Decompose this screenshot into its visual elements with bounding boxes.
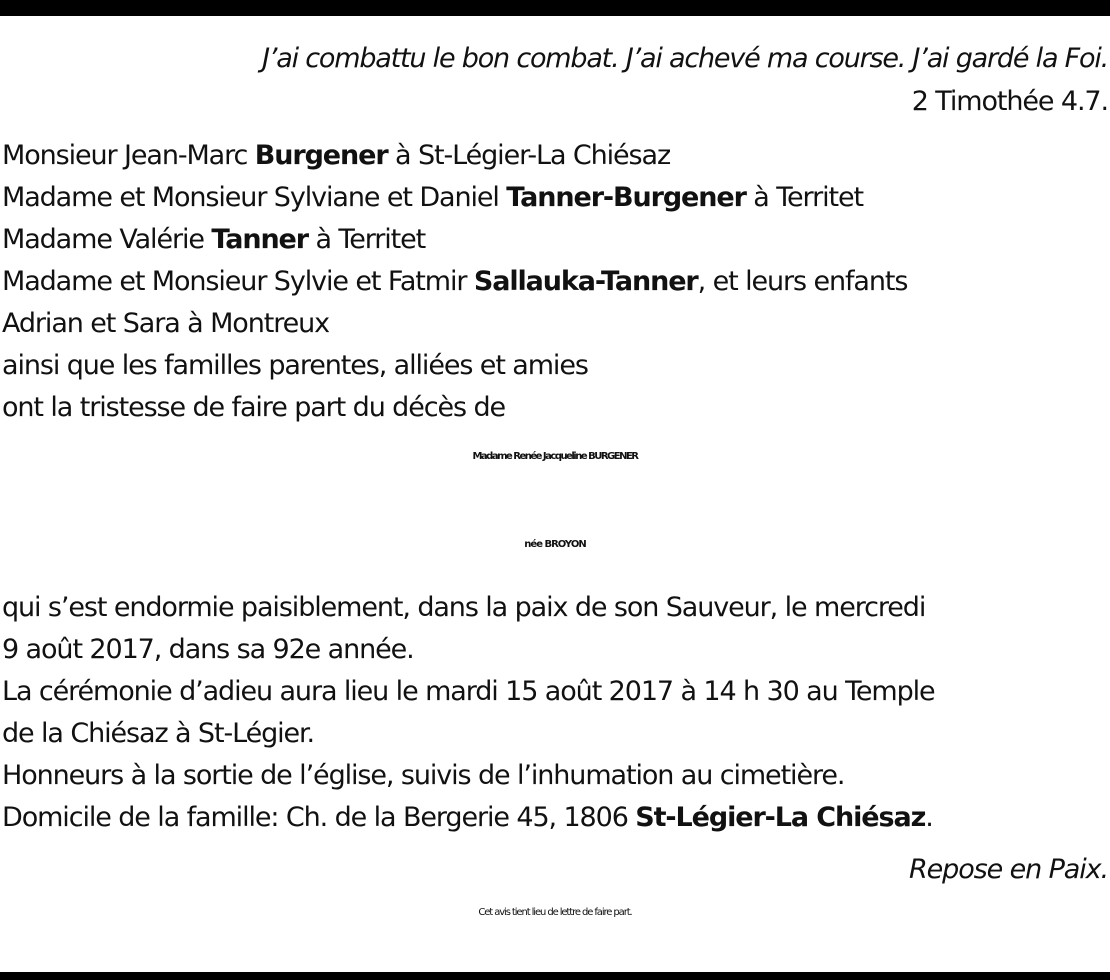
family-surname: Sallauka-Tanner [473,266,698,297]
family-line-suffix: à St-Légier-La Chiésaz [387,140,671,171]
family-line-suffix: à Territet [308,224,426,255]
bible-verse-reference: 2 Timothée 4.7. [911,86,1108,117]
family-line-relatives: ainsi que les familles parentes, alliées et amies [2,350,588,381]
bottom-rule [0,972,1110,980]
family-line [2,142,670,169]
family-line-suffix: , et leurs enfants [697,266,908,297]
footer-note: Cet avis tient lieu de lettre de faire part. [478,907,632,918]
body-line: 9 août 2017, dans sa 92e année. [2,634,414,665]
family-line-prefix: Madame et Monsieur Sylvie et Fatmir [2,266,474,297]
announcement-line: ont la tristesse de faire part du décès de [2,392,505,423]
family-line [2,184,863,211]
body-line: qui s’est endormie paisiblement, dans la paix de son Sauveur, le mercredi [2,592,926,623]
address-locality: St-Légier-La Chiésaz [635,802,926,833]
family-address-line [2,804,933,831]
family-line-children: Adrian et Sara à Montreux [2,308,330,339]
family-surname: Tanner [211,224,308,255]
ceremony-line: La cérémonie d’adieu aura lieu le mardi 15 août 2017 à 14 h 30 au Temple [2,676,935,707]
deceased-maiden-name: née BROYON [524,539,586,550]
ceremony-line: de la Chiésaz à St-Légier. [2,718,315,749]
address-suffix: . [925,802,933,833]
family-line-suffix: à Territet [745,182,863,213]
family-line-prefix: Madame Valérie [2,224,212,255]
deceased-name: Madame Renée Jacqueline BURGENER [472,451,638,462]
family-surname: Burgener [254,140,388,171]
family-line-prefix: Monsieur Jean-Marc [2,140,255,171]
family-surname: Tanner-Burgener [506,182,746,213]
address-prefix: Domicile de la famille: Ch. de la Bergerie 45, 1806 [2,802,636,833]
family-line [2,226,425,253]
family-line [2,268,907,295]
honors-line: Honneurs à la sortie de l’église, suivis de l’inhumation au cimetière. [2,760,845,791]
closing-phrase: Repose en Paix. [909,854,1108,885]
bible-verse: J’ai combattu le bon combat. J’ai achevé ma course. J’ai gardé la Foi. [262,43,1108,74]
family-line-prefix: Madame et Monsieur Sylviane et Daniel [2,182,507,213]
